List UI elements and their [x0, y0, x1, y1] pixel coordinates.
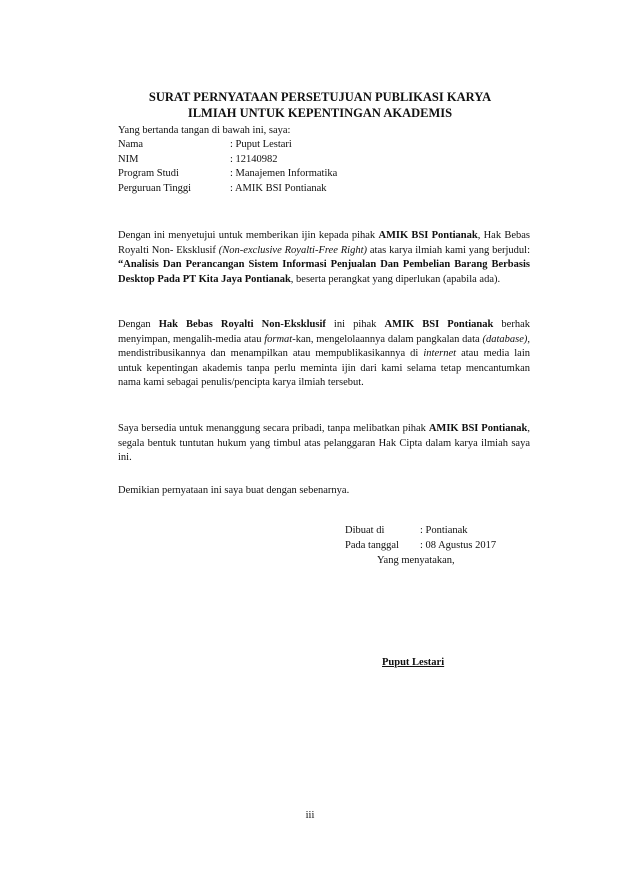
identity-fields: [118, 138, 518, 196]
text-run: atas karya ilmiah kami yang berjudul:: [367, 244, 531, 256]
field-row-institution: [118, 182, 518, 197]
field-row-nim: [118, 153, 518, 168]
institution-name: AMIK BSI Pontianak: [428, 423, 528, 434]
signature-block: [345, 524, 545, 569]
date-row: [345, 539, 545, 554]
institution-name: AMIK BSI Pontianak: [384, 319, 494, 330]
paragraph-consent: [118, 229, 530, 287]
document-title: [100, 89, 540, 121]
text-run: , mendistribusikannya dan menampilkan atau mempublikasikannya di: [118, 333, 530, 359]
text-run: atau media lain untuk kepentingan akademis tanpa perlu meminta ijin dari kami selama tetap mencantumkan nama kami sebagai penulis/pencipta karya ilmiah tersebut.: [118, 348, 530, 388]
field-row-program: [118, 167, 518, 182]
closing-row: [345, 554, 545, 569]
date-value: : 08 Agustus 2017: [420, 540, 497, 551]
field-label: Program Studi: [118, 168, 179, 179]
paragraph-closing: Demikian pernyataan ini saya buat dengan sebenarnya.: [118, 485, 350, 496]
page-number: iii: [305, 810, 315, 821]
paragraph-liability: [118, 422, 530, 466]
text-run: -kan, mengelolaannya dalam pangkalan data: [292, 333, 483, 345]
title-line-2: ILMIAH UNTUK KEPENTINGAN AKADEMIS: [187, 106, 453, 120]
italic-term: format: [264, 333, 293, 345]
license-name: Hak Bebas Royalti Non-Eksklusif: [158, 319, 326, 330]
place-label: Dibuat di: [345, 525, 385, 536]
text-run: Saya bersedia untuk menanggung secara pribadi, tanpa melibatkan pihak: [118, 423, 429, 434]
intro-text: Yang bertanda tangan di bawah ini, saya:: [118, 125, 291, 136]
text-run: , Hak Bebas Royalti Non- Eksklusif: [118, 230, 530, 256]
field-label: Perguruan Tinggi: [118, 182, 192, 194]
italic-term: internet: [423, 348, 457, 359]
date-label: Pada tanggal: [345, 540, 399, 551]
text-run: , segala bentuk tuntutan hukum yang timbul atas pelanggaran Hak Cipta dalam karya ilmiah saya ini.: [118, 423, 530, 463]
text-run: Dengan: [118, 319, 159, 330]
thesis-title: “Analisis Dan Perancangan Sistem Informasi Penjualan Dan Pembelian Barang Berbasis Desktop Pada PT Kita Jaya Pontianak: [118, 259, 530, 285]
license-term: (Non-exclusive Royalti-Free Right): [218, 244, 367, 256]
italic-term: (database): [482, 333, 528, 345]
closing-text: Yang menyatakan,: [377, 555, 455, 566]
field-value: : Manajemen Informatika: [230, 168, 338, 179]
field-value: : 12140982: [230, 153, 278, 165]
institution-name: AMIK BSI Pontianak: [378, 230, 478, 241]
text-run: Dengan ini menyetujui untuk memberikan ijin kepada pihak: [118, 230, 379, 241]
text-run: , beserta perangkat yang diperlukan (apabila ada).: [290, 273, 501, 285]
signer-name: Puput Lestari: [382, 657, 445, 668]
text-run: berhak menyimpan, mengalih-media atau: [118, 319, 530, 345]
field-label: NIM: [118, 153, 139, 165]
field-row-name: [118, 138, 518, 153]
field-value: : AMIK BSI Pontianak: [230, 182, 327, 194]
place-row: [345, 524, 545, 539]
text-run: ini pihak: [325, 319, 385, 330]
field-value: : Puput Lestari: [230, 139, 292, 150]
field-label: Nama: [118, 139, 144, 150]
place-value: : Pontianak: [420, 525, 468, 536]
paragraph-rights: [118, 318, 530, 391]
title-line-1: SURAT PERNYATAAN PERSETUJUAN PUBLIKASI KARYA: [148, 90, 492, 104]
